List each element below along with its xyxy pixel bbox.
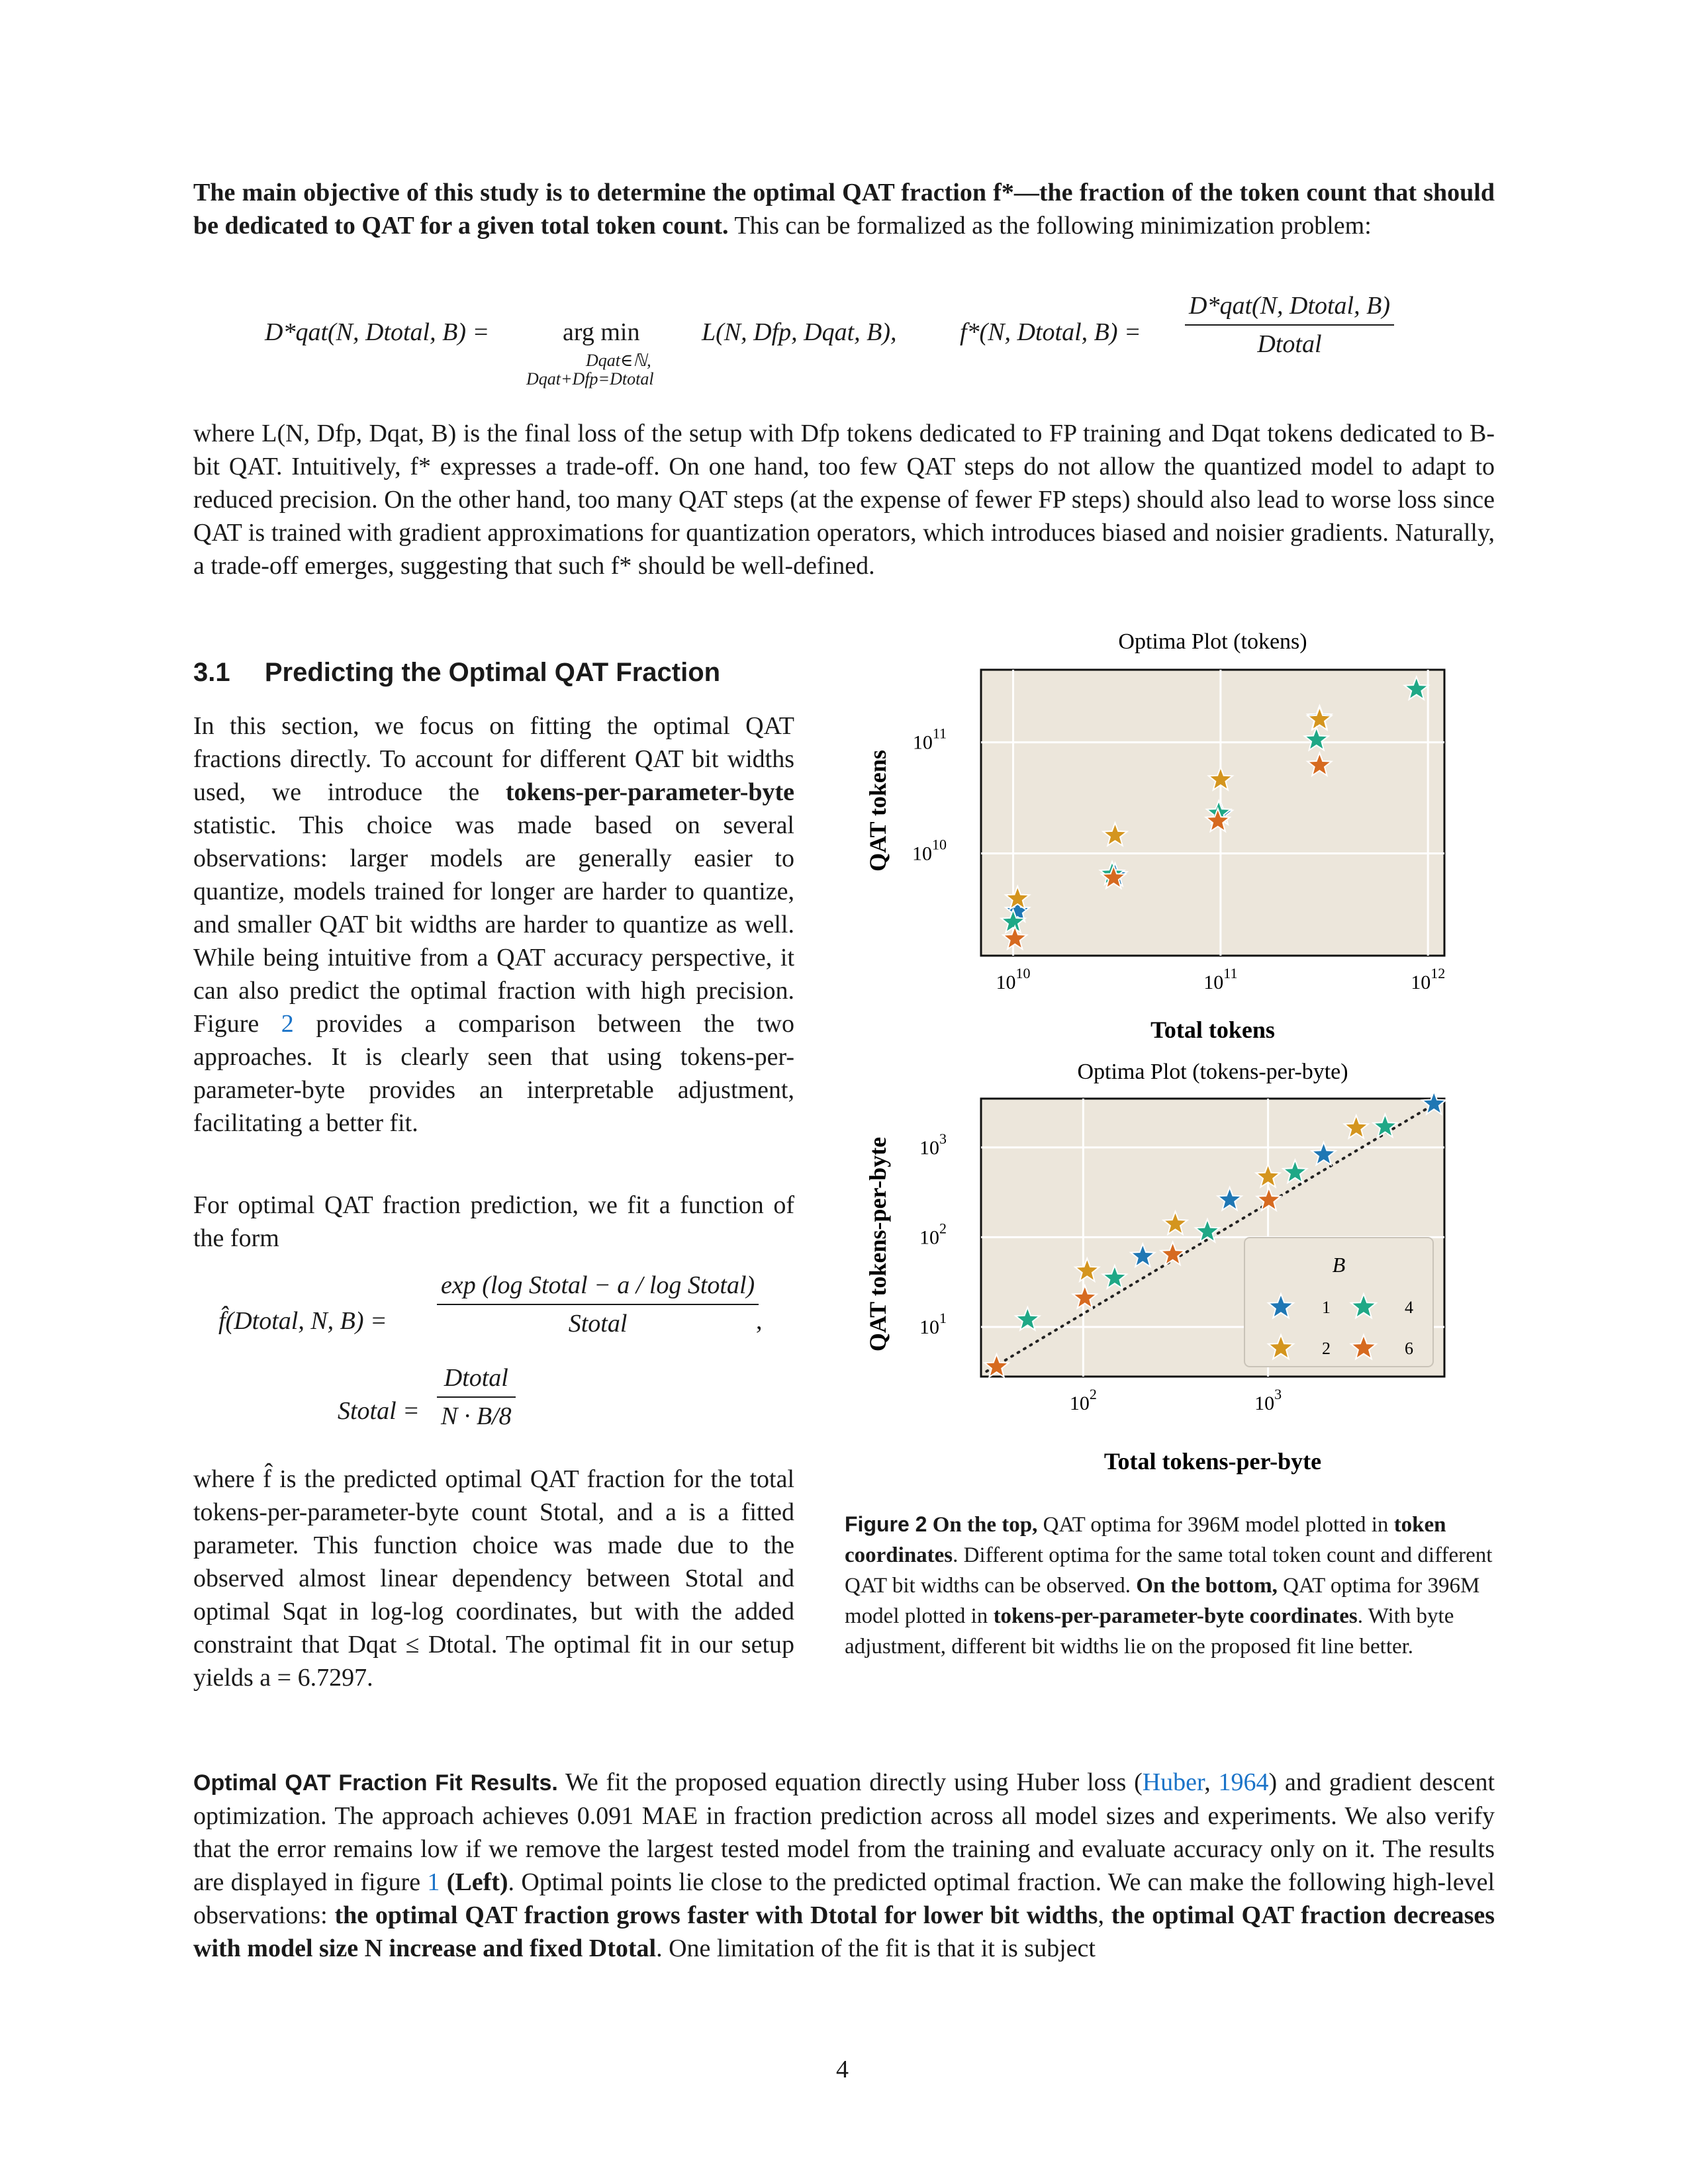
bottom-t5: , xyxy=(1098,1901,1104,1929)
x-tick-label: $10^{11}$ xyxy=(1203,965,1238,993)
fit-results-paragraph xyxy=(193,1766,1495,1965)
eq-argmin: arg min xyxy=(563,318,640,346)
optima-plot-tokens xyxy=(854,622,1489,1052)
page-number: 4 xyxy=(836,2056,849,2083)
bottom-t1: We fit the proposed equation directly using Huber loss ( xyxy=(565,1768,1143,1796)
legend-label: 4 xyxy=(1405,1298,1413,1317)
fit-equation xyxy=(218,1264,801,1449)
bottom-t3: (Left) xyxy=(446,1868,508,1896)
left-paragraph-2: For optimal QAT fraction prediction, we fit a function of the form xyxy=(193,1191,794,1252)
chart-bottom-title: Optima Plot (tokens-per-byte) xyxy=(1077,1060,1348,1084)
caption-t4-bold: tokens-per-parameter-byte coordinates xyxy=(993,1604,1358,1628)
y-tick-label: $10^{11}$ xyxy=(912,725,947,754)
fit-denominator: Stotal xyxy=(568,1310,628,1338)
optima-plot-tokens-per-byte xyxy=(854,1052,1489,1476)
caption-t2-bold: token coordinates xyxy=(845,1513,1446,1567)
chart-bottom-ylabel: QAT tokens-per-byte xyxy=(865,1136,891,1352)
section-title: Predicting the Optimal QAT Fraction xyxy=(264,658,721,687)
x-tick-label: $10^{12}$ xyxy=(1411,965,1446,993)
citation-year-link[interactable]: 1964 xyxy=(1218,1768,1269,1796)
section-heading xyxy=(193,658,720,688)
chart-top-title: Optima Plot (tokens) xyxy=(1118,629,1307,654)
eq-f-fraction xyxy=(1185,291,1394,359)
fit-comma: , xyxy=(756,1307,763,1335)
y-tick-label: $10^1$ xyxy=(919,1310,947,1339)
s-fraction xyxy=(437,1363,516,1431)
eq-f-denominator: Dtotal xyxy=(1257,330,1322,358)
x-tick-label: $10^3$ xyxy=(1254,1386,1282,1414)
s-numerator: Dtotal xyxy=(437,1363,516,1398)
s-lhs: Stotal = xyxy=(338,1397,420,1425)
chart-top-ylabel: QAT tokens xyxy=(865,750,891,872)
s-denominator: N · B/8 xyxy=(441,1402,512,1430)
bottom-b1: the optimal QAT fraction grows faster with Dtotal for lower bit widths xyxy=(334,1901,1098,1929)
figure-ref-link[interactable]: 2 xyxy=(281,1010,294,1038)
x-tick-label: $10^2$ xyxy=(1069,1386,1097,1414)
intro-paragraph xyxy=(193,176,1495,242)
chart-top-xlabel: Total tokens xyxy=(1150,1017,1275,1043)
fit-lhs: f̂(Dtotal, N, B) = xyxy=(218,1307,387,1335)
x-tick-label: $10^{10}$ xyxy=(996,965,1031,993)
legend-label: 6 xyxy=(1405,1339,1413,1358)
eq-constraint-2: Dqat+Dfp=Dtotal xyxy=(526,369,654,388)
y-tick-label: $10^{10}$ xyxy=(912,836,947,865)
figure-caption xyxy=(845,1509,1493,1662)
eq-f-lhs: f*(N, Dtotal, B) = xyxy=(960,318,1141,346)
bottom-t2: ) and gradient descent optimization. The approach achieves 0.091 MAE in fraction prediction across all model sizes and experiments. We also verify that the error remains low if we remove the largest tested model from the training and evaluate accuracy only on it. The results are displayed in figure xyxy=(193,1768,1495,1896)
section-number: 3.1 xyxy=(193,658,230,687)
minimization-equation xyxy=(265,291,1430,397)
intro-rest: This can be formalized as the following minimization problem: xyxy=(734,212,1372,240)
left-p1-bold: tokens-per-parameter-byte xyxy=(505,778,795,806)
fit-numerator: exp (log Stotal − a / log Stotal) xyxy=(437,1271,759,1305)
caption-t2: . Different optima for the same total token count and different QAT bit widths can be observed. xyxy=(845,1543,1493,1598)
fit-fraction xyxy=(437,1271,759,1338)
legend-title: B xyxy=(1332,1253,1346,1277)
legend-label: 2 xyxy=(1322,1339,1331,1358)
where-paragraph: where L(N, Dfp, Dqat, B) is the final loss of the setup with Dfp tokens dedicated to FP training and Dqat tokens dedicated to B-bit QAT. Intuitively, f* expresses a trade-off. On one hand, too few QAT steps do not allow the quantized model to adapt to reduced precision. On the other hand, too many QAT steps (at the expense of fewer FP steps) should also lead to worse loss since QAT is trained with gradient approximations for quantization operators, which introduces biased and noisier gradients. Naturally, a trade-off emerges, suggesting that such f* should be well-defined. xyxy=(193,420,1495,580)
y-tick-label: $10^3$ xyxy=(919,1130,947,1159)
fit-results-heading: Optimal QAT Fraction Fit Results. xyxy=(193,1770,558,1796)
caption-t4: . With byte adjustment, different bit widths lie on the proposed fit line better. xyxy=(845,1604,1454,1659)
left-p1-c: provides a comparison between the two approaches. It is clearly seen that using tokens-per-parameter-byte provides an interpretable adjustment, facilitating a better fit. xyxy=(193,1010,795,1137)
left-paragraph-3: where f̂ is the predicted optimal QAT fraction for the total tokens-per-parameter-byte count Stotal, and a is a fitted parameter. This function choice was made due to the observed almost linear dependency between Stotal and optimal Sqat in log-log coordinates, but with the added constraint that Dqat ≤ Dtotal. The optimal fit in our setup yields a = 6.7297. xyxy=(193,1465,794,1692)
bottom-b2: the optimal QAT fraction decreases with model size N increase and fixed Dtotal xyxy=(193,1901,1495,1962)
legend xyxy=(1244,1238,1433,1367)
caption-t1: QAT optima for 396M model plotted in xyxy=(1043,1513,1389,1537)
figure-1-ref-link[interactable]: 1 xyxy=(427,1868,440,1896)
left-p1-a: In this section, we focus on fitting the optimal QAT fractions directly. To account for different QAT bit widths used, we introduce the xyxy=(193,712,794,806)
eq-f-numerator: D*qat(N, Dtotal, B) xyxy=(1185,291,1394,326)
legend-label: 1 xyxy=(1322,1298,1331,1317)
caption-t3: QAT optima for 396M model plotted in xyxy=(845,1574,1480,1628)
bottom-t6: . One limitation of the fit is that it is subject xyxy=(656,1934,1096,1962)
caption-t3-bold: On the bottom, xyxy=(1136,1574,1278,1598)
caption-label: Figure 2 xyxy=(845,1512,927,1536)
left-p1-b: statistic. This choice was made based on several observations: larger models are generally easier to quantize, models trained for longer are harder to quantize, and smaller QAT bit widths are harder to quantize as well. While being intuitive from a QAT accuracy perspective, it can also predict the optimal fraction with high precision. Figure xyxy=(193,811,794,1038)
y-tick-label: $10^2$ xyxy=(919,1220,947,1249)
intro-bold-lead: The main objective of this study is to determine the optimal QAT fraction f*—the fraction of the token count that should be dedicated to QAT for a given total token count. xyxy=(193,179,1495,240)
caption-t1-bold: On the top, xyxy=(932,1513,1038,1537)
bottom-t4: . Optimal points lie close to the predicted optimal fraction. We can make the following high-level observations: xyxy=(193,1868,1495,1929)
citation-huber-link[interactable]: Huber xyxy=(1142,1768,1205,1796)
chart-bottom-xlabel: Total tokens-per-byte xyxy=(1103,1448,1322,1475)
eq-loss: L(N, Dfp, Dqat, B), xyxy=(702,318,897,346)
eq-constraint-1: Dqat∈ℕ, xyxy=(586,351,651,370)
left-paragraph-1 xyxy=(193,709,794,1140)
citation-sep: , xyxy=(1204,1768,1219,1796)
eq-lhs: D*qat(N, Dtotal, B) = xyxy=(265,318,490,346)
